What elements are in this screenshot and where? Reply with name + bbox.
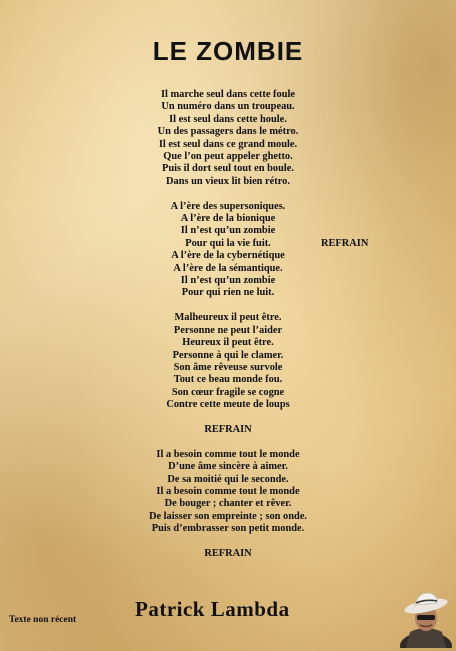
author-portrait-icon <box>396 588 452 648</box>
poem-line: A l’ère de la sémantique. <box>173 262 283 274</box>
poem-line: Il n’est qu’un zombie <box>180 275 276 287</box>
poem-line: Contre cette meute de loups <box>166 399 290 411</box>
poem-body <box>0 89 456 573</box>
stanza-6-refrain-marker <box>0 548 456 560</box>
poem-line: Personne ne peut l’aider <box>173 324 283 336</box>
poem-line: Puis d’embrasser son petit monde. <box>151 523 305 535</box>
stanza-5 <box>0 449 456 536</box>
poem-line: Son cœur fragile se cogne <box>171 386 285 398</box>
poem-line: Malheureux il peut être. <box>174 312 282 324</box>
poem-line: A l’ère de la bionique <box>180 213 276 225</box>
poem-line: De bouger ; chanter et rêver. <box>164 498 292 510</box>
poem-line: D’une âme sincère à aimer. <box>168 461 288 473</box>
refrain-side-label: REFRAIN <box>321 238 369 249</box>
poem-line: Il est seul dans ce grand moule. <box>158 138 298 150</box>
poem-line: Il n’est qu’un zombie <box>180 225 276 237</box>
poem-line: A l’ère des supersoniques. <box>170 200 286 212</box>
poem-line: Pour qui la vie fuit. <box>185 237 271 249</box>
stanza-3 <box>0 312 456 411</box>
poem-line: De sa moitié qui le seconde. <box>167 473 289 485</box>
poem-line: Que l’on peut appeler ghetto. <box>163 151 293 163</box>
poem-line: Un numéro dans un troupeau. <box>161 101 295 113</box>
poem-line: De laisser son empreinte ; son onde. <box>148 510 308 522</box>
refrain-marker: REFRAIN <box>204 423 252 435</box>
author-signature: Patrick Lambda <box>135 597 290 621</box>
poem-line: Il a besoin comme tout le monde <box>156 485 300 497</box>
poem-line: Il est seul dans cette houle. <box>169 113 287 125</box>
poem-line: Tout ce beau monde fou. <box>173 374 283 386</box>
poem-title: LE ZOMBIE <box>152 36 304 66</box>
stanza-2-refrain <box>0 201 456 300</box>
text-note: Texte non récent <box>9 615 77 625</box>
poem-line: Puis il dort seul tout en boule. <box>162 163 294 175</box>
poem-line: Il a besoin comme tout le monde <box>156 448 300 460</box>
poem-line: Il marche seul dans cette foule <box>160 89 295 100</box>
poem-line: Un des passagers dans le métro. <box>157 126 299 138</box>
poem-line: Son âme rêveuse survole <box>173 361 283 373</box>
poem-line: Heureux il peut être. <box>182 337 274 349</box>
refrain-marker: REFRAIN <box>204 547 252 559</box>
poem-line: A l’ère de la cybernétique <box>171 250 285 262</box>
stanza-4-refrain-marker <box>0 424 456 436</box>
poem-line: Dans un vieux lit bien rétro. <box>166 175 290 187</box>
poem-line: Pour qui rien ne luit. <box>181 287 275 299</box>
poem-line: Personne à qui le clamer. <box>172 349 284 361</box>
stanza-1 <box>0 89 456 188</box>
